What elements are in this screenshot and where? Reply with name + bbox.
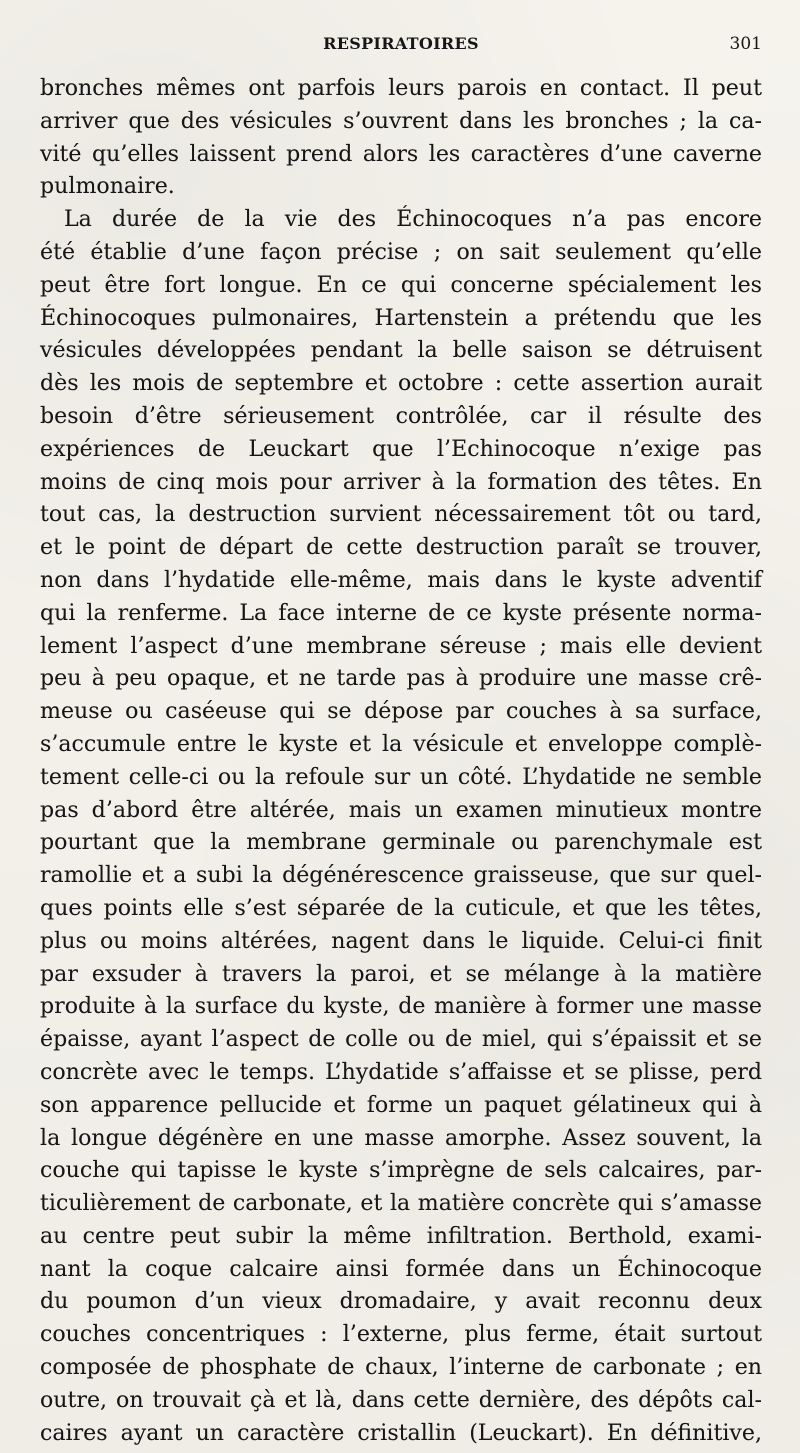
text-line: couche qui tapisse le kyste s’imprègne de sels calcaires, par- bbox=[40, 1157, 762, 1184]
text-line: moins de cinq mois pour arriver à la formation des têtes. En bbox=[40, 468, 762, 495]
text-line: outre, on trouvait çà et là, dans cette dernière, des dépôts cal- bbox=[40, 1386, 762, 1413]
text-line: nant la coque calcaire ainsi formée dans un Échinocoque bbox=[40, 1255, 762, 1282]
text-line: concrète avec le temps. L’hydatide s’affaisse et se plisse, perd bbox=[40, 1058, 762, 1085]
text-line: pulmonaire. bbox=[40, 173, 175, 200]
text-line: tement celle-ci ou la refoule sur un côté. L’hydatide ne semble bbox=[40, 763, 762, 790]
text-line: qui la renferme. La face interne de ce kyste présente norma- bbox=[40, 599, 762, 626]
text-line: peu à peu opaque, et ne tarde pas à produire une masse crê- bbox=[40, 665, 762, 692]
text-line: produite à la surface du kyste, de manière à former une masse bbox=[40, 993, 762, 1020]
text-line: lement l’aspect d’une membrane séreuse ; mais elle devient bbox=[40, 632, 762, 659]
running-title: RESPIRATOIRES bbox=[323, 34, 479, 53]
text-line: peut être fort longue. En ce qui concerne spécialement les bbox=[40, 271, 762, 298]
text-line: la longue dégénère en une masse amorphe. Assez souvent, la bbox=[40, 1124, 762, 1151]
text-line: et le point de départ de cette destruction paraît se trouver, bbox=[40, 534, 762, 561]
text-line: épaisse, ayant l’aspect de colle ou de miel, qui s’épaissit et se bbox=[40, 1026, 762, 1053]
text-line: besoin d’être sérieusement contrôlée, car il résulte des bbox=[40, 402, 762, 429]
text-line: son apparence pellucide et forme un paquet gélatineux qui à bbox=[40, 1091, 762, 1118]
text-line: plus ou moins altérées, nagent dans le liquide. Celui-ci finit bbox=[40, 927, 762, 954]
text-line: ticulièrement de carbonate, et la matière concrète qui s’amasse bbox=[40, 1190, 762, 1217]
text-line: par exsuder à travers la paroi, et se mélange à la matière bbox=[40, 960, 762, 987]
text-line: meuse ou caséeuse qui se dépose par couches à sa surface, bbox=[40, 698, 762, 725]
text-line: vité qu’elles laissent prend alors les caractères d’une caverne bbox=[40, 140, 762, 167]
text-line: été établie d’une façon précise ; on sait seulement qu’elle bbox=[40, 238, 762, 265]
page-number: 301 bbox=[729, 34, 762, 54]
text-line: dès les mois de septembre et octobre : cette assertion aurait bbox=[40, 370, 762, 397]
text-line: pas d’abord être altérée, mais un examen minutieux montre bbox=[40, 796, 762, 823]
text-line: arriver que des vésicules s’ouvrent dans les bronches ; la ca- bbox=[40, 107, 762, 134]
text-line: caires ayant un caractère cristallin (Leuckart). En définitive, bbox=[40, 1419, 762, 1446]
text-line: pourtant que la membrane germinale ou parenchymale est bbox=[40, 829, 762, 856]
body-text bbox=[40, 72, 762, 1449]
text-line: du poumon d’un vieux dromadaire, y avait reconnu deux bbox=[40, 1288, 762, 1315]
text-line: au centre peut subir la même infiltration. Berthold, exami- bbox=[40, 1222, 762, 1249]
text-line: vésicules développées pendant la belle saison se détruisent bbox=[40, 337, 762, 364]
text-line: La durée de la vie des Échinocoques n’a pas encore bbox=[64, 206, 762, 233]
text-line: bronches mêmes ont parfois leurs parois en contact. Il peut bbox=[40, 75, 762, 101]
text-line: s’accumule entre le kyste et la vésicule et enveloppe complè- bbox=[40, 730, 762, 757]
text-line: couches concentriques : l’externe, plus ferme, était surtout bbox=[40, 1321, 762, 1348]
text-line: ramollie et a subi la dégénérescence graisseuse, que sur quel- bbox=[40, 862, 762, 889]
text-line: expériences de Leuckart que l’Echinocoque n’exige pas bbox=[40, 435, 762, 462]
text-line: composée de phosphate de chaux, l’interne de carbonate ; en bbox=[40, 1354, 762, 1381]
text-line: non dans l’hydatide elle-même, mais dans le kyste adventif bbox=[40, 566, 762, 593]
page-header bbox=[40, 33, 762, 63]
text-line: tout cas, la destruction survient nécessairement tôt ou tard, bbox=[40, 501, 762, 528]
text-line: ques points elle s’est séparée de la cuticule, et que les têtes, bbox=[40, 894, 762, 921]
text-line: Échinocoques pulmonaires, Hartenstein a prétendu que les bbox=[40, 304, 762, 331]
